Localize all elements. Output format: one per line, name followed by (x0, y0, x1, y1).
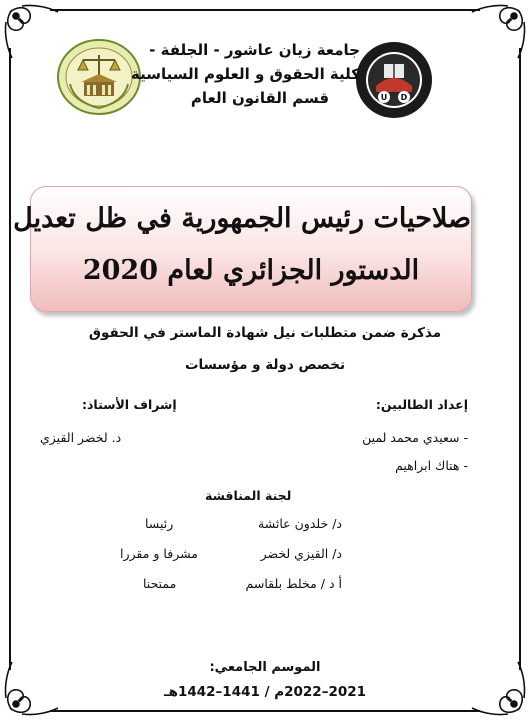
thesis-title-line-2: الدستور الجزائري لعام 2020 (82, 255, 420, 286)
frame-bottom-line (50, 710, 480, 712)
committee-label: لجنة المناقشة (205, 488, 292, 503)
faculty-name: كلية الحقوق و العلوم السياسية (131, 65, 360, 83)
thesis-title-line-1: صلاحيات رئيس الجمهورية في ظل تعديل (13, 203, 471, 234)
committee-member-role: مشرفا و مقررا (120, 546, 198, 561)
svg-text:U: U (380, 93, 388, 102)
committee-member-role: رئيسا (145, 516, 174, 531)
corner-ornament-top-left-icon (2, 2, 60, 60)
memo-description: مذكرة ضمن متطلبات نيل شهادة الماستر في الحقوق (88, 325, 442, 341)
academic-season-label: الموسم الجامعي: (209, 660, 321, 675)
university-name: جامعة زيان عاشور - الجلفة - (149, 41, 360, 59)
committee-member-name: د/ خلدون عائشة (258, 516, 342, 531)
supervisor-label: إشراف الأستاذ: (82, 397, 177, 412)
supervisor-name: د. لخضر القيزي (40, 430, 122, 445)
university-emblem-logo (354, 40, 434, 120)
svg-text:D: D (400, 93, 408, 102)
frame-top-line (50, 9, 480, 11)
student-name-1: - سعيدي محمد لمين (362, 430, 468, 445)
committee-member-name: د/ القيزي لخضر (260, 546, 342, 561)
institution-header (131, 38, 360, 110)
corner-ornament-top-right-icon (470, 2, 528, 60)
students-label: إعداد الطالبين: (375, 397, 468, 412)
student-name-2: - هتاك ابراهيم (395, 458, 468, 473)
faculty-emblem-logo (56, 38, 142, 116)
specialty: تخصص دولة و مؤسسات (184, 357, 346, 373)
committee-member-role: ممتحنا (143, 576, 177, 591)
committee-member-name: أ د / مخلط بلقاسم (245, 576, 342, 591)
academic-season-years: 2021–2022م / 1441–1442هـ (163, 684, 367, 700)
thesis-title-box (13, 186, 472, 312)
department-name: قسم القانون العام (190, 89, 330, 107)
